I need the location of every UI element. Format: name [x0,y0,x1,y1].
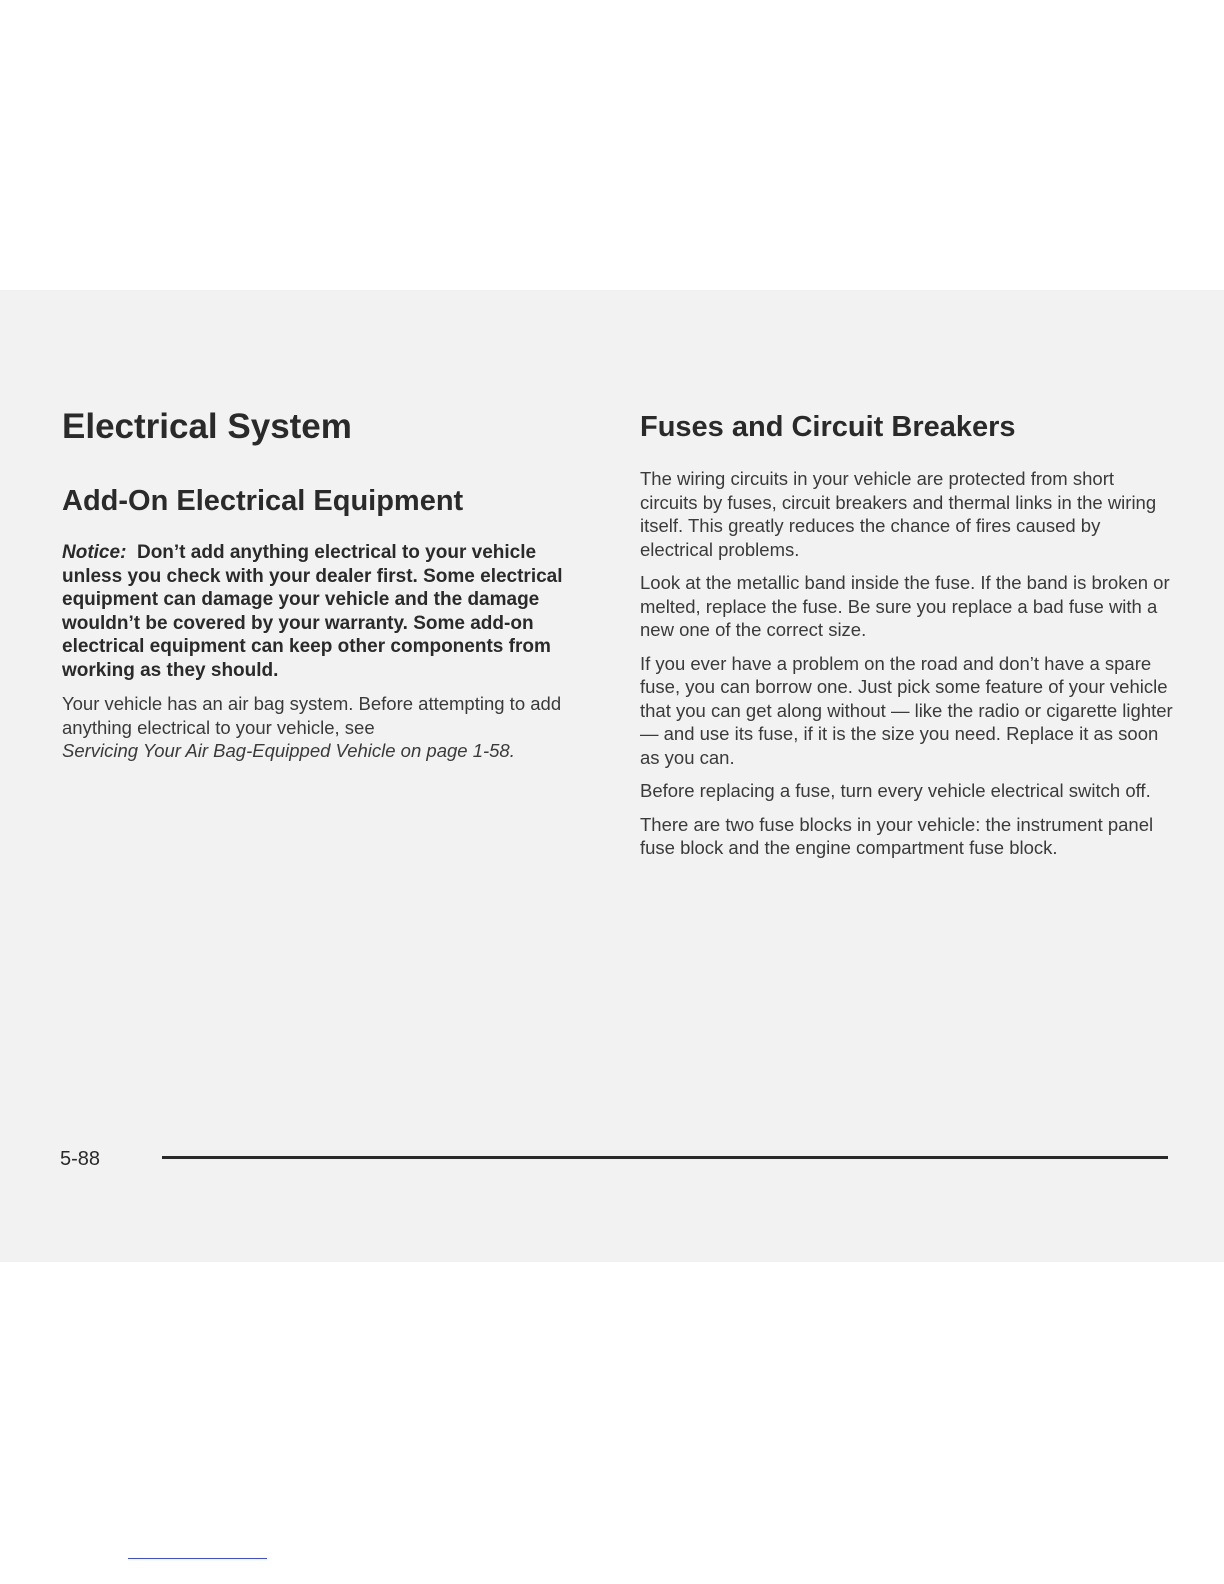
fuses-paragraph-2: Look at the metallic band inside the fuse. If the band is broken or melted, replace the fuse. Be sure you replace a bad fuse with a new one of the correct size. [640,572,1170,640]
page-number: 5-88 [60,1148,101,1170]
notice-paragraph [62,541,597,682]
right-column [640,405,1175,870]
fuses-paragraph-4: Before replacing a fuse, turn every vehicle electrical switch off. [640,780,1151,801]
air-bag-cross-reference[interactable]: Servicing Your Air Bag-Equipped Vehicle on page 1-58. [62,740,515,761]
air-bag-paragraph [62,692,597,763]
link-underline [128,1558,267,1559]
notice-label: Notice: [62,542,127,563]
section-title: Electrical System [62,407,352,446]
fuses-paragraph-3: If you ever have a problem on the road and don’t have a spare fuse, you can borrow one. Just pick some feature of your vehicle that you can get along without — like the radio or cigarette lighter — and use its fuse, if it is the size you need. Replace it as soon as you can. [640,652,1173,768]
subsection-title: Add-On Electrical Equipment [62,485,464,517]
footer-rule [162,1156,1168,1159]
notice-text: Don’t add anything electrical to your vehicle unless you check with your dealer first. Some electrical equipment can damage your vehicle and the damage wouldn’t be covered by your warranty. Some add-on electrical equipment can keep other components from working as they should. [62,542,563,681]
fuses-section-title: Fuses and Circuit Breakers [640,411,1016,443]
air-bag-text: Your vehicle has an air bag system. Before attempting to add anything electrical to your vehicle, see [62,693,562,738]
fuses-paragraph-5: There are two fuse blocks in your vehicle: the instrument panel fuse block and the engine compartment fuse block. [640,813,1154,858]
fuses-paragraph-1: The wiring circuits in your vehicle are protected from short circuits by fuses, circuit breakers and thermal links in the wiring itself. This greatly reduces the chance of fires caused by electrical problems. [640,468,1157,560]
left-column [62,405,597,773]
